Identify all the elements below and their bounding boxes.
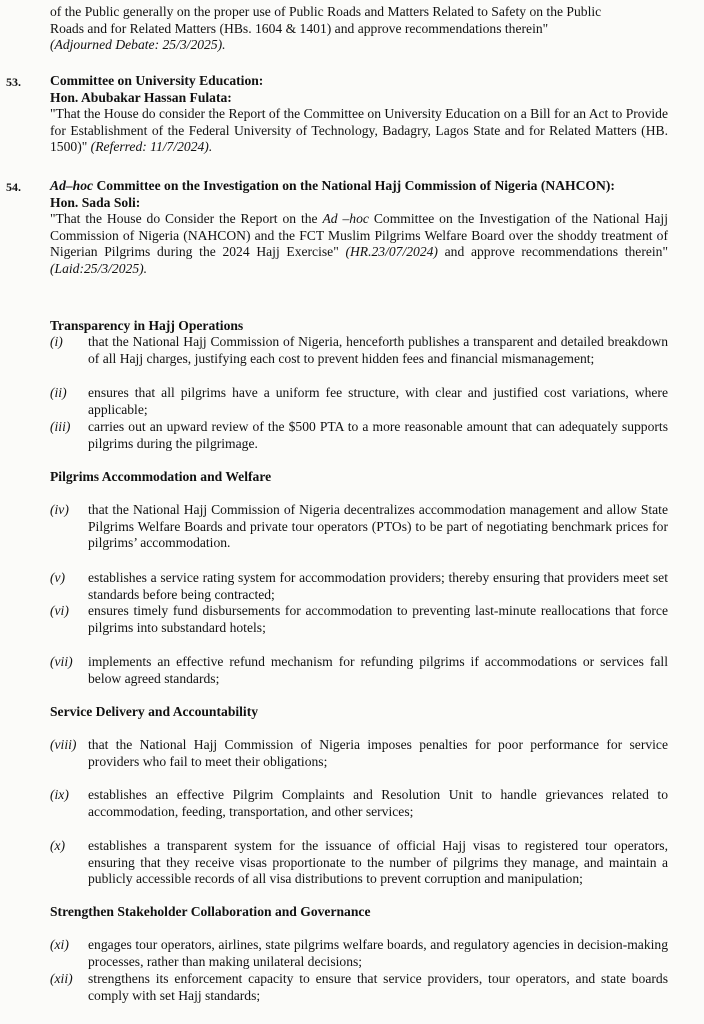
recommendation-numeral: (xii) (50, 971, 73, 986)
recommendation-text: implements an effective refund mechanism for refunding pilgrims if accommodations or services fall below agreed standards; (88, 654, 668, 686)
recommendation-text: establishes a service rating system for accommodation providers; thereby ensuring that providers meet set standards before being contracted; (88, 570, 668, 602)
recommendation-numeral: (vii) (50, 654, 73, 669)
item-54-motion-b: Committee on the Investigation of the National Hajj Commission of Nigeria (NAHCON) and the FCT Muslim Pilgrims Welfare Board over the shoddy treatment of Nigerian Pilgrims during the 2024 Hajj Exercise" (50, 211, 668, 260)
section-heading-stakeholder: Strengthen Stakeholder Collaboration and Governance (50, 904, 371, 919)
recommendation-item (50, 654, 668, 687)
intro-line-2: Roads and for Related Matters (HBs. 1604 & 1401) and approve recommendations therein" (50, 20, 549, 36)
recommendation-text: carries out an upward review of the $500 PTA to a more reasonable amount that can adequately supports pilgrims during the pilgrimage. (88, 419, 668, 451)
recommendation-text: ensures that all pilgrims have a uniform fee structure, with clear and justified cost variations, where applicable; (88, 385, 668, 417)
recommendation-numeral: (ii) (50, 385, 67, 400)
intro-paragraph (50, 4, 668, 54)
recommendation-numeral: (iii) (50, 419, 71, 434)
item-54-sponsor: Hon. Sada Soli: (50, 194, 141, 210)
recommendation-text: strengthens its enforcement capacity to ensure that service providers, tour operators, and state boards comply with set Hajj standards; (88, 971, 668, 1003)
recommendation-numeral: (i) (50, 334, 63, 349)
recommendation-numeral: (ix) (50, 787, 69, 802)
recommendation-item (50, 570, 668, 603)
recommendation-numeral: (x) (50, 838, 66, 853)
recommendation-numeral: (iv) (50, 502, 69, 517)
recommendation-text: establishes an effective Pilgrim Complaints and Resolution Unit to handle grievances related to accommodation, feeding, transportation, and other services; (88, 787, 668, 819)
recommendation-numeral: (v) (50, 570, 66, 585)
recommendation-text: engages tour operators, airlines, state pilgrims welfare boards, and regulatory agencies in decision-making processes, rather than making unilateral decisions; (88, 937, 668, 969)
section-heading-service: Service Delivery and Accountability (50, 704, 259, 719)
section-heading-transparency: Transparency in Hajj Operations (50, 318, 244, 333)
item-54-motion-ref: (HR.23/07/2024) (345, 244, 438, 260)
recommendation-numeral: (xi) (50, 937, 69, 952)
item-53-sponsor: Hon. Abubakar Hassan Fulata: (50, 89, 232, 105)
item-54-motion (50, 211, 668, 277)
item-53 (50, 73, 668, 156)
recommendation-item (50, 737, 668, 770)
item-54-adhoc: Ad–hoc (50, 178, 94, 193)
recommendation-item (50, 937, 668, 970)
item-54-laid: (Laid:25/3/2025). (50, 260, 148, 276)
recommendation-item (50, 838, 668, 888)
item-53-committee: Committee on University Education: (50, 73, 264, 88)
recommendation-item (50, 385, 668, 418)
item-54-committee (50, 178, 668, 195)
recommendation-text: that the National Hajj Commission of Nigeria, henceforth publishes a transparent and detailed breakdown of all Hajj charges, justifying each cost to prevent hidden fees and financial mismanagement; (88, 334, 668, 366)
recommendation-numeral: (viii) (50, 737, 77, 752)
item-54-motion-a: "That the House do Consider the Report on the (50, 211, 318, 227)
intro-adjourned: (Adjourned Debate: 25/3/2025). (50, 37, 226, 53)
recommendation-text: that the National Hajj Commission of Nigeria imposes penalties for poor performance for service providers who fail to meet their obligations; (88, 737, 668, 769)
section-heading-accommodation: Pilgrims Accommodation and Welfare (50, 469, 272, 484)
recommendation-text: ensures timely fund disbursements for accommodation to preventing last-minute reallocations that force pilgrims into substandard hotels; (88, 603, 668, 635)
item-54-motion-adhoc: Ad –hoc (322, 211, 369, 227)
item-54-number: 54. (6, 180, 21, 194)
item-54 (50, 178, 668, 278)
item-53-motion-text: "That the House do consider the Report of the Committee on University Education on a Bill for an Act to Provide for Establishment of the Federal University of Technology, Badagry, Lagos State and for Related Matters (HB. 1500)" (50, 106, 668, 155)
recommendation-item (50, 334, 668, 367)
item-53-motion (50, 106, 668, 156)
recommendation-text: establishes a transparent system for the issuance of official Hajj visas to registered tour operators, ensuring that they receive visas proportionate to the number of pilgrims they manage, and maintain a publicly accessible records of all visa distributions to prevent corruption and manipulation; (88, 838, 668, 887)
recommendation-text: that the National Hajj Commission of Nigeria decentralizes accommodation management and allow State Pilgrims Welfare Boards and private tour operators (PTOs) to be part of negotiating benchmark prices for pilgrims’ accommodation. (88, 502, 668, 551)
recommendation-item (50, 419, 668, 452)
recommendation-numeral: (vi) (50, 603, 69, 618)
item-53-referred: (Referred: 11/7/2024). (90, 139, 213, 155)
item-54-committee-name: Committee on the Investigation on the National Hajj Commission of Nigeria (NAHCON): (96, 178, 615, 193)
item-54-motion-c: and approve recommendations therein" (444, 244, 669, 260)
recommendation-item (50, 603, 668, 636)
intro-line-1: of the Public generally on the proper use of Public Roads and Matters Related to Safety on the Public (50, 4, 602, 19)
recommendation-item (50, 787, 668, 820)
recommendation-item (50, 971, 668, 1004)
item-53-number: 53. (6, 75, 21, 89)
recommendation-item (50, 502, 668, 552)
